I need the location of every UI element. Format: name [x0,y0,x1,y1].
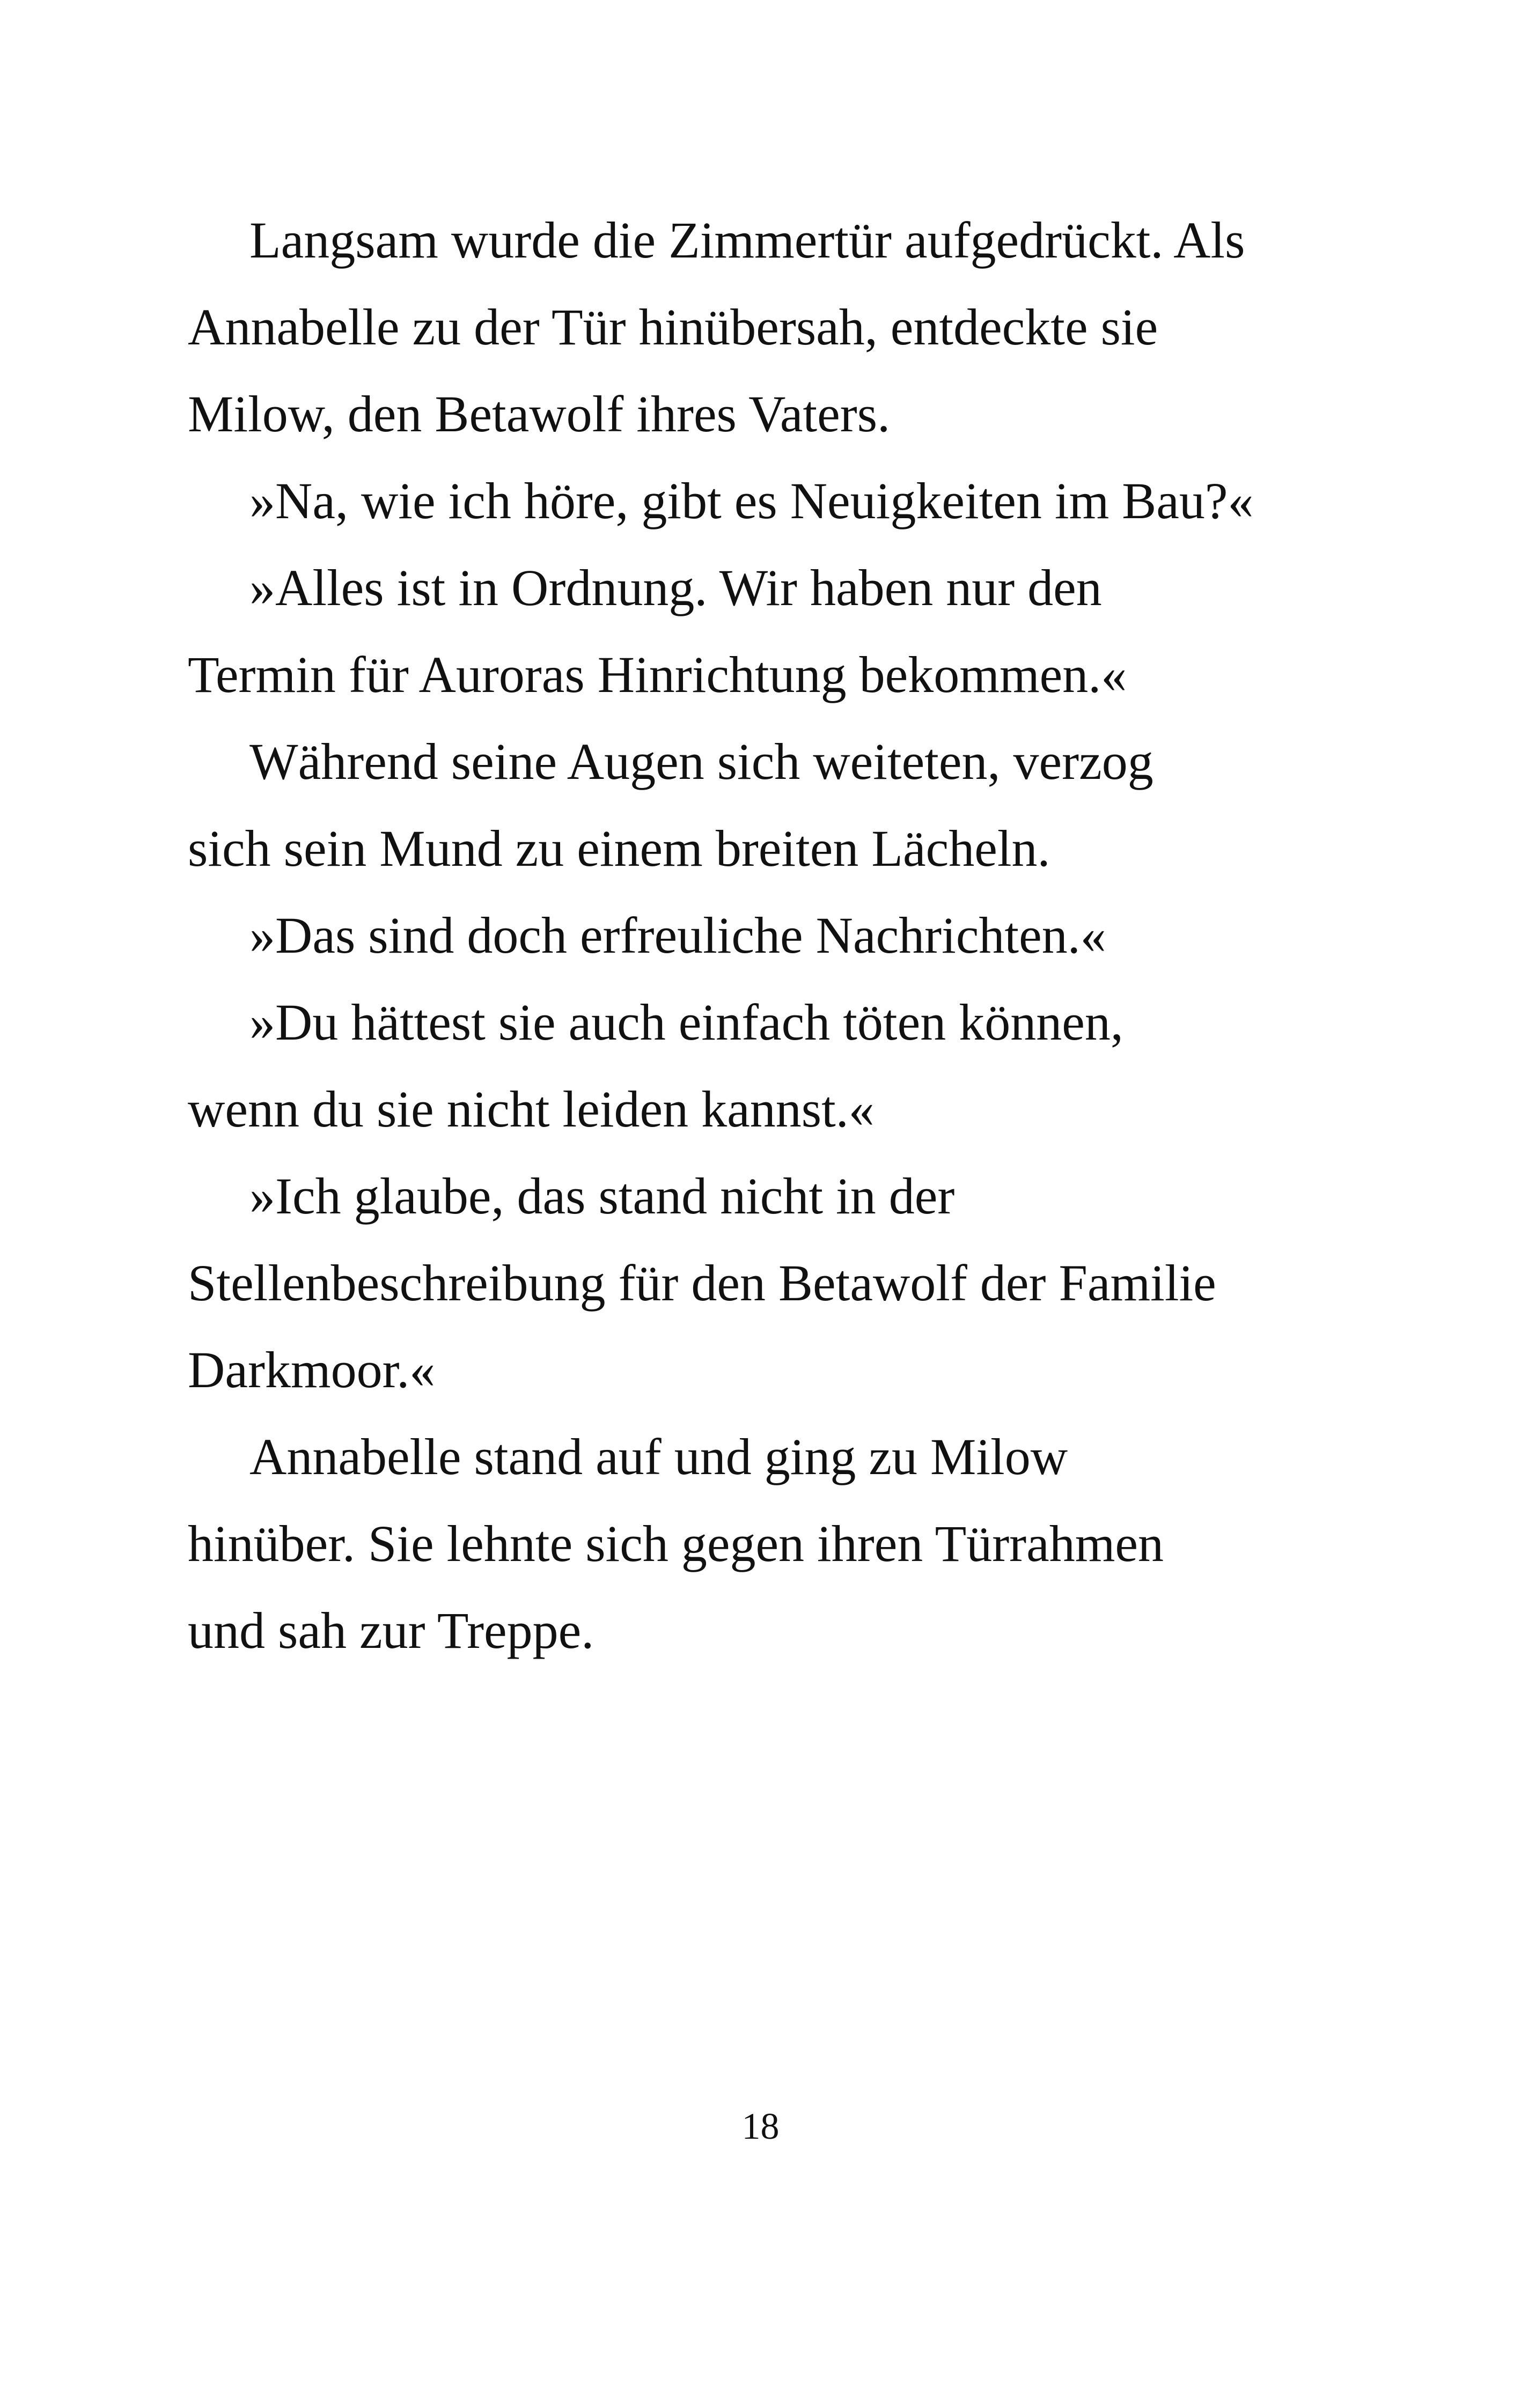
text-line: Termin für Auroras Hinrichtung bekommen.« [188,646,1127,703]
text-line: Langsam wurde die Zimmertür aufgedrückt. Als [249,211,1245,269]
text-line: Darkmoor.« [188,1341,436,1398]
text-line: sich sein Mund zu einem breiten Lächeln. [188,820,1050,877]
text-line: »Na, wie ich höre, gibt es Neuigkeiten im Bau?« [249,472,1254,529]
text-line: »Ich glaube, das stand nicht in der [249,1167,955,1225]
text-line: und sah zur Treppe. [188,1602,594,1659]
text-line: wenn du sie nicht leiden kannst.« [188,1080,875,1138]
text-line: Annabelle stand auf und ging zu Milow [249,1428,1068,1485]
text-line: Milow, den Betawolf ihres Vaters. [188,385,891,443]
text-line: »Das sind doch erfreuliche Nachrichten.« [249,907,1106,964]
text-line: »Du hättest sie auch einfach töten können, [249,993,1123,1051]
text-line: Annabelle zu der Tür hinübersah, entdeckte sie [188,298,1158,356]
page-number: 18 [741,2106,780,2147]
text-line: »Alles ist in Ordnung. Wir haben nur den [249,559,1102,616]
text-line: Während seine Augen sich weiteten, verzog [249,733,1153,790]
text-line: hinüber. Sie lehnte sich gegen ihren Türrahmen [188,1515,1164,1572]
text-line: Stellenbeschreibung für den Betawolf der Familie [188,1254,1216,1312]
